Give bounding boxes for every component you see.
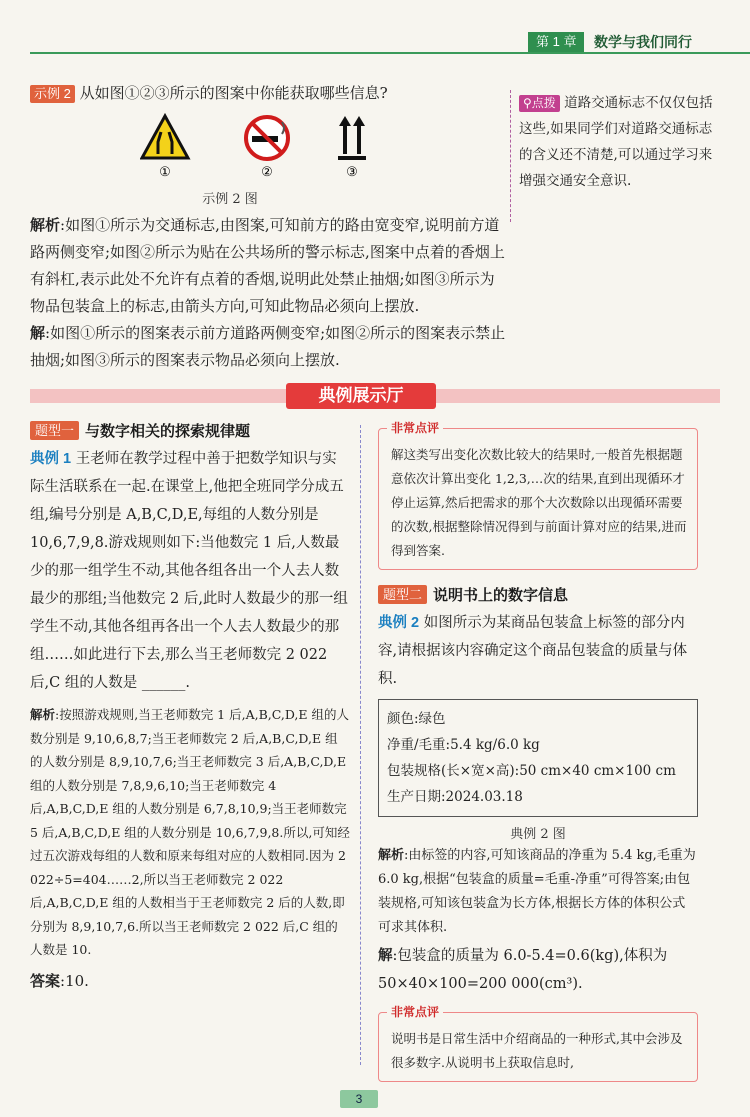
type-heading-2 xyxy=(378,584,698,605)
answer-text: :10. xyxy=(60,971,89,990)
figure-caption: 示例 2 图 xyxy=(202,192,258,207)
analysis-text: :如图①所示为交通标志,由图案,可知前方的路由宽变窄,说明前方道路两侧变窄;如图②所示为贴在公共场所的警示标志,图案中点着的香烟上有斜杠,表示此处不允许有点着的香烟,说明此处禁止抽烟;如图③所示为物品包装盒上的标志,由箭头方向,可知此物品必须向上摆放. xyxy=(30,216,505,315)
tip-text: 道路交通标志不仅仅包括这些,如果同学们对道路交通标志的含义还不清楚,可以通过学习来增强交通安全意识. xyxy=(519,95,713,189)
solution-label: 解 xyxy=(378,947,393,964)
type-title: 与数字相关的探索规律题 xyxy=(85,422,251,440)
column-divider xyxy=(360,425,361,1065)
comment-box-1 xyxy=(378,421,698,570)
header-rule xyxy=(30,52,750,54)
road-narrows-icon xyxy=(142,116,188,158)
analysis-label: 解析 xyxy=(30,216,61,234)
chapter-label: 第 1 章 xyxy=(528,32,584,52)
fig-label-1: ① xyxy=(159,165,171,178)
section-title: 典例展示厅 xyxy=(286,383,436,409)
solution-text: :如图①所示的图案表示前方道路两侧变窄;如图②所示的图案表示禁止抽烟;如图③所示的图案表示物品必须向上摆放. xyxy=(30,324,506,369)
sign-figures xyxy=(140,112,370,178)
analysis-label: 解析 xyxy=(378,848,405,863)
type-label: 题型一 xyxy=(30,421,79,440)
fig-label-2: ② xyxy=(261,165,273,178)
answer-label: 答案 xyxy=(30,971,61,990)
question-text: 王老师在教学过程中善于把数学知识与实际生活联系在一起.在课堂上,他把全班同学分成五组,编号分别是 A,B,C,D,E,每组的人数分别是 10,6,7,9,8.游戏规则如下:当他数完 1 后,人数最少的那一组学生不动,其他各组各出一个人去人数最少的那组;当他数完 2 后,此时人数最少的那一组学生不动,其他各组再各出一个人去人数最少的那组……如此进行下去,那么当王老师数完 2 022 后,C 组的人数是 xyxy=(30,451,348,691)
example-label: 典例 1 xyxy=(30,451,72,467)
example-label: 典例 2 xyxy=(378,615,420,631)
spec-date: 生产日期:2024.03.18 xyxy=(387,789,523,805)
example2-analysis xyxy=(30,212,508,374)
comment-tag: 非常点评 xyxy=(387,1003,443,1020)
fig-label-3: ③ xyxy=(346,165,358,178)
spec-color: 颜色:绿色 xyxy=(387,711,446,727)
example2-question xyxy=(30,80,500,107)
question-text: 如图所示为某商品包装盒上标签的部分内容,请根据该内容确定这个商品包装盒的质量与体积. xyxy=(378,615,688,687)
no-smoking-icon xyxy=(246,117,288,159)
left-column: 题型一 与数字相关的探索规律题 典例 1 王老师在教学过程中善于把数学知识与实际生活联系在一起.在课堂上,他把全班同学分成五组,编号分别是 A,B,C,D,E,每组的人数分别是 10,6,7,9,8.游戏规则如下:当他数完 1 后,人数最少的那一组学生不动,其他各组各出一个人去人数最少的那组;当他数完 2 后,此时人数最少的那一组学生不动,其他各组再各出一个人去人数最少的那组……如此进行下去,那么当王老师数完 2 022 后,C 组的人数是 ______. 解析:按照游戏规则,当王老师数完 1 后,A,B,C,D,E 组的人数分别是 9,10,6,8,7;当王老师数完 2 后,A,B,C,D,E 组的人数分别是 8,9,10,7,6;当王老师数完 3 后,A,B,C,D,E 组的人数分别是 7,8,9,6,10;当王老师数完 4 后,A,B,C,D,E 组的人数分别是 6,7,8,10,9;当王老师数完 5 后,A,B,C,D,E 组的人数分别是 10,6,7,9,8.所以,可知经过五次游戏每组的人数和原来每组对应的人数相同.因为 2 022÷5=404……2,所以当王老师数完 2 022 后,A,B,C,D,E 组的人数相当于王老师数完 2 后的人数,即分别为 8,9,10,7,6.所以当王老师数完 2 022 后,C 组的人数是 10. 答案:10. xyxy=(30,422,350,990)
answer-blank: ______ xyxy=(141,675,186,691)
page-number: 3 xyxy=(340,1090,378,1108)
tip-badge: ⚲点拨 xyxy=(519,95,560,112)
this-way-up-icon xyxy=(338,116,366,160)
right-column xyxy=(378,421,698,1082)
comment-text: 说明书是日常生活中介绍商品的一种形式,其中会涉及很多数字.从说明书上获取信息时, xyxy=(391,1031,683,1070)
chapter-title: 数学与我们同行 xyxy=(594,34,692,50)
product-label-box xyxy=(378,699,698,817)
analysis-text: :按照游戏规则,当王老师数完 1 后,A,B,C,D,E 组的人数分别是 9,10,6,8,7;当王老师数完 2 后,A,B,C,D,E 组的人数分别是 8,9,10,7,6;当王老师数完 3 后,A,B,C,D,E 组的人数分别是 7,8,9,6,10;当王老师数完 4 后,A,B,C,D,E 组的人数分别是 6,7,8,10,9;当王老师数完 5 后,A,B,C,D,E 组的人数分别是 10,6,7,9,8.所以,可知经过五次游戏每组的人数和原来每组对应的人数相同.因为 2 022÷5=404……2,所以当王老师数完 2 022 后,A,B,C,D,E 组的人数相当于王老师数完 2 后的人数,即分别为 8,9,10,7,6.所以当王老师数完 2 022 后,C 组的人数是 10. xyxy=(30,707,350,957)
figure-caption: 典例 2 图 xyxy=(510,827,566,842)
example-tag: 示例 2 xyxy=(30,85,75,103)
spec-size: 包装规格(长×宽×高):50 cm×40 cm×100 cm xyxy=(387,763,676,779)
type-heading-1 xyxy=(30,420,350,441)
analysis-label: 解析 xyxy=(30,707,56,722)
comment-tag: 非常点评 xyxy=(387,419,443,436)
question-text: 从如图①②③所示的图案中你能获取哪些信息? xyxy=(79,84,388,102)
tip-box xyxy=(510,90,724,222)
pin-icon: ⚲ xyxy=(523,96,532,110)
type-label: 题型二 xyxy=(378,585,427,604)
comment-box-2 xyxy=(378,1005,698,1082)
spec-weight: 净重/毛重:5.4 kg/6.0 kg xyxy=(387,737,540,753)
analysis-text: :由标签的内容,可知该商品的净重为 5.4 kg,毛重为 6.0 kg,根据“包装盒的质量=毛重-净重”可得答案;由包装规格,可知该包装盒为长方体,根据长方体的体积公式可求其体积. xyxy=(378,848,696,935)
type-title: 说明书上的数字信息 xyxy=(433,586,569,604)
comment-text: 解这类写出变化次数比较大的结果时,一般首先根据题意依次计算出变化 1,2,3,…次的结果,直到出现循环才停止运算,然后把需求的那个大次数除以出现循环需要的次数,根据整除情况得到与前面计算对应的结果,进而得到答案. xyxy=(391,447,687,558)
solution-label: 解 xyxy=(30,324,46,342)
solution-text: :包装盒的质量为 6.0-5.4=0.6(kg),体积为 50×40×100=200 000(cm³). xyxy=(378,948,668,992)
